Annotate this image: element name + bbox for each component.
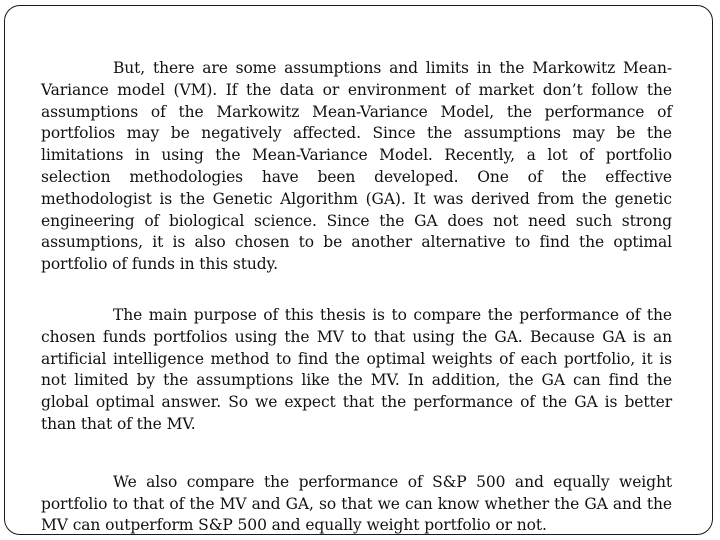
paragraph-limitations: But, there are some assumptions and limits in the Markowitz Mean-Variance model (VM). If the data or environment of market don’t follow the assumptions of the Markowitz Mean-Variance Model, the performance of portfolios may be negatively affected. Since the assumptions may be the limitations in using the Mean-Variance Model. Recently, a lot of portfolio selection methodologies have been developed. One of the effective methodologist is the Genetic Algorithm (GA). It was derived from the genetic engineering of biological science. Since the GA does not need such strong assumptions, it is also chosen to be another alternative to find the optimal portfolio of funds in this study. [41, 59, 672, 274]
paragraph-purpose: The main purpose of this thesis is to compare the performance of the chosen funds portfolios using the MV to that using the GA. Because GA is an artificial intelligence method to find the optimal weights of each portfolio, it is not limited by the assumptions like the MV. In addition, the GA can find the global optimal answer. So we expect that the performance of the GA is better than that of the MV. [41, 305, 672, 433]
document-body [41, 58, 672, 537]
paragraph-comparison: We also compare the performance of S&P 500 and equally weight portfolio to that of the MV and GA, so that we can know whether the GA and the MV can outperform S&P 500 and equally weight portfolio or not. [41, 472, 672, 535]
